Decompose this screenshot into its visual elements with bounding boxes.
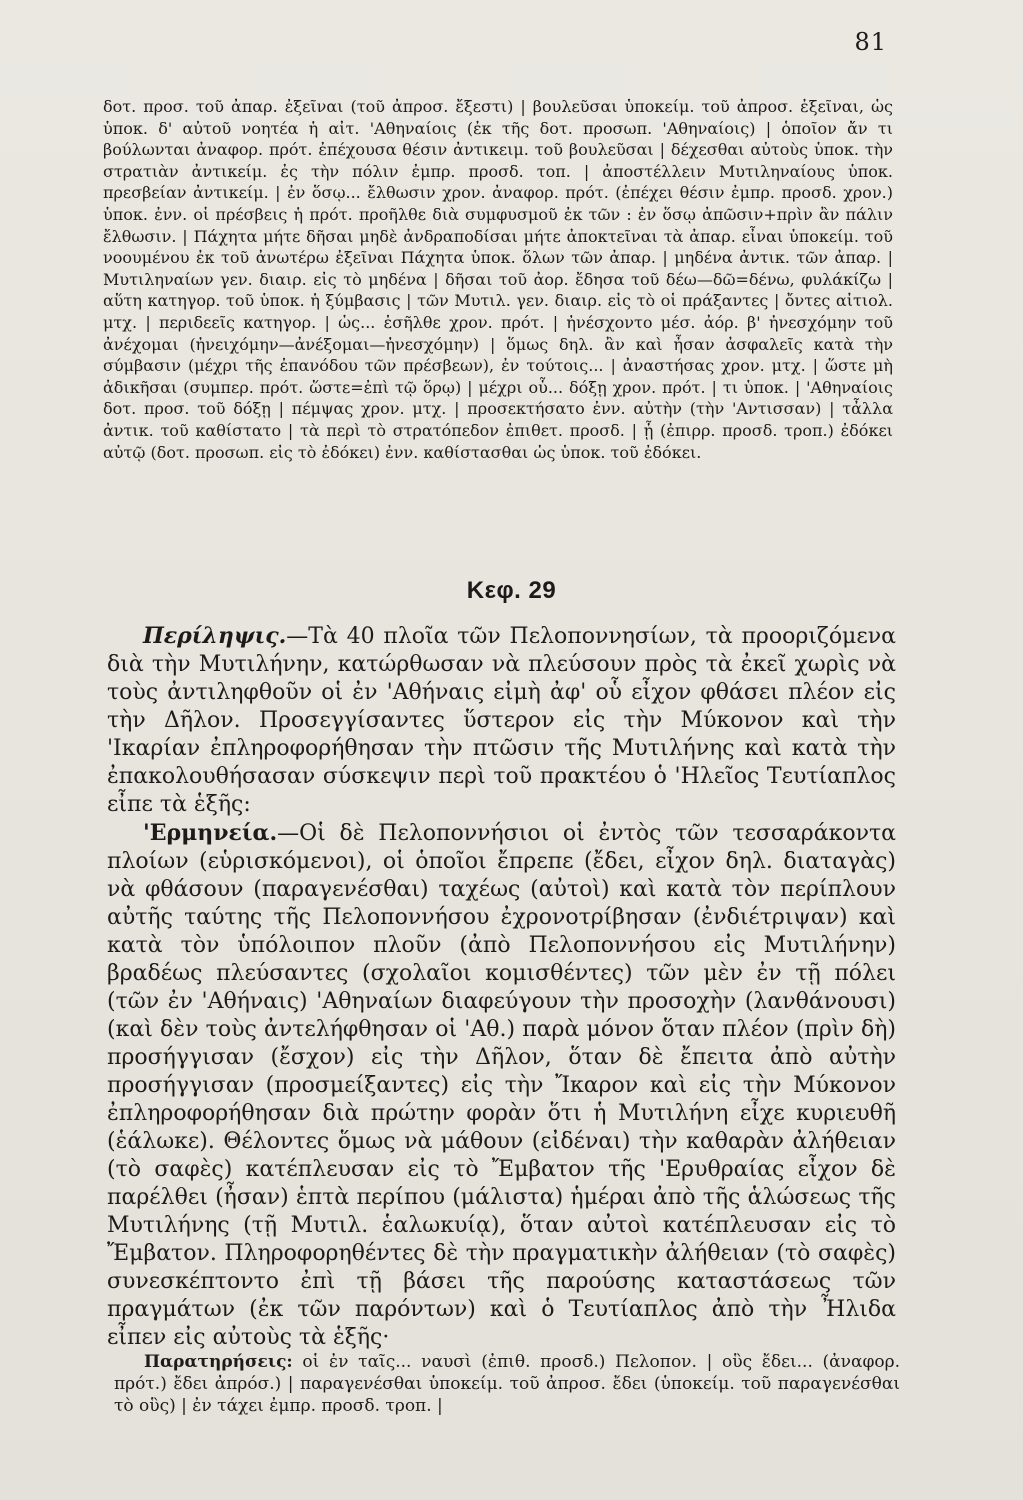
remarks-text: οἱ ἐν ταῖς... ναυσὶ (ἐπιθ. προσδ.) Πελοπον. | οὓς ἔδει... (ἀναφορ. πρότ.) ἔδει ἀπρόσ.) | παραγενέσθαι ὑποκείμ. τοῦ ἀπροσ. ἔδει (ὑποκείμ. τοῦ παραγενέσθαι τὸ οὓς) | ἐν τάχει ἐμπρ. προσδ. τροπ. | bbox=[114, 1352, 901, 1416]
remarks-paragraph bbox=[114, 1351, 900, 1417]
summary-heading: Περίληψις. bbox=[143, 623, 287, 649]
remarks-heading: Παρατηρήσεις: bbox=[144, 1352, 293, 1372]
translation-heading: 'Ερμηνεία. bbox=[143, 820, 278, 846]
grammar-notes-text: δοτ. προσ. τοῦ ἀπαρ. ἐξεῖναι (τοῦ ἀπροσ. ἔξεστι) | βουλεῦσαι ὑποκείμ. τοῦ ἀπροσ. ἐξεῖναι, ὡς ὑποκ. δ' αὐτοῦ νοητέα ἡ αἰτ. 'Αθηναίοις (ἐκ τῆς δοτ. προσωπ. 'Αθηναίοις) | ὁποῖον ἄν τι βούλωνται ἀναφορ. πρότ. ἐπέχουσα θέσιν ἀντικειμ. τοῦ βουλεῦσαι | δέχεσθαι αὐτοὺς ὑποκ. τὴν στρατιὰν ἀντικείμ. ἐς τὴν πόλιν ἐμπρ. προσδ. τοπ. | ἀποστέλλειν Μυτιληναίους ὑποκ. πρεσβείαν ἀντικείμ. | ἐν ὅσῳ... ἔλθωσιν χρον. ἀναφορ. πρότ. (ἐπέχει θέσιν ἐμπρ. προσδ. χρον.) ὑποκ. ἐνν. οἱ πρέσβεις ἡ πρότ. προῆλθε διὰ συμφυσμοῦ ἐκ τῶν : ἐν ὅσῳ ἀπῶσιν+πρὶν ἂν πάλιν ἔλθωσιν. | Πάχητα μήτε δῆσαι μηδὲ ἀνδραποδίσαι μήτε ἀποκτεῖναι τὰ ἀπαρ. εἶναι ὑποκείμ. τοῦ νοουμένου ἐκ τοῦ ἀνωτέρω ἐξεῖναι Πάχητα ὑποκ. ὅλων τῶν ἀπαρ. | μηδένα ἀντικ. τῶν ἀπαρ. | Μυτιληναίων γεν. διαιρ. εἰς τὸ μηδένα | δῆσαι τοῦ ἀορ. ἔδησα τοῦ δέω—δῶ=δένω, φυλάκίζω | αὕτη κατηγορ. τοῦ ὑποκ. ἡ ξύμβασις | τῶν Μυτιλ. γεν. διαιρ. εἰς τὸ οἱ πράξαντες | ὄντες αἰτιολ. μτχ. | περιδεεῖς κατηγορ. | ὡς... ἐσῆλθε χρον. πρότ. | ἠνέσχοντο μέσ. ἀόρ. β' ἠνεσχόμην τοῦ ἀνέχομαι (ἠνειχόμην—ἀνέξομαι—ἠνεσχόμην) | ὅμως δηλ. ἂν καὶ ἦσαν ἀσφαλεῖς κατὰ τὴν σύμβασιν (μέχρι τῆς ἐπανόδου τῶν πρέσβεων), ἐν τούτοις... | ἀναστήσας χρον. μτχ. | ὥστε μὴ ἀδικῆσαι (συμπερ. πρότ. ὥστε=ἐπὶ τῷ ὅρῳ) | μέχρι οὗ... δόξῃ χρον. πρότ. | τι ὑποκ. | 'Αθηναίοις δοτ. προσ. τοῦ δόξῃ | πέμψας χρον. μτχ. | προσεκτήσατο ἐνν. αὐτὴν (τὴν 'Αντισσαν) | τἆλλα ἀντικ. τοῦ καθίστατο | τὰ περὶ τὸ στρατόπεδον ἐπιθετ. προσδ. | ᾗ (ἐπιρρ. προσδ. τροπ.) ἐδόκει αὐτῷ (δοτ. προσωπ. εἰς τὸ ἐδόκει) ἐνν. καθίστασθαι ὡς ὑποκ. τοῦ ἐδόκει. bbox=[103, 97, 893, 462]
chapter-title: Κεφ. 29 bbox=[466, 577, 557, 604]
page-number: 81 bbox=[854, 28, 887, 56]
main-text bbox=[107, 622, 896, 1352]
summary-paragraph bbox=[107, 622, 896, 819]
translation-paragraph bbox=[107, 819, 896, 1352]
summary-text: —Τὰ 40 πλοῖα τῶν Πελοποννησίων, τὰ προοριζόμενα διὰ τὴν Μυτιλήνην, κατώρθωσαν νὰ πλεύσουν πρὸς τὰ ἐκεῖ χωρὶς νὰ τοὺς ἀντιληφθοῦν οἱ ἐν 'Αθήναις εἰμὴ ἀφ' οὗ εἶχον φθάσει πλέον εἰς τὴν Δῆλον. Προσεγγίσαντες ὕστερον εἰς τὴν Μύκονον καὶ τὴν 'Ικαρίαν ἐπληροφορήθησαν τὴν πτῶσιν τῆς Μυτιλήνης καὶ κατὰ τὴν ἐπακολουθήσασαν σύσκεψιν περὶ τοῦ πρακτέου ὁ 'Ηλεῖος Τευτίαπλος εἶπε τὰ ἑξῆς: bbox=[107, 624, 896, 817]
grammar-notes bbox=[103, 96, 893, 463]
translation-text: —Οἱ δὲ Πελοποννήσιοι οἱ ἐντὸς τῶν τεσσαράκοντα πλοίων (εὑρισκόμενοι), οἱ ὁποῖοι ἔπρεπε (ἔδει, εἶχον δηλ. διαταγὰς) νὰ φθάσουν (παραγενέσθαι) ταχέως (αὐτοὶ) καὶ κατὰ τὸν περίπλουν αὐτῆς ταύτης τῆς Πελοποννήσου ἐχρονοτρίβησαν (ἐνδιέτριψαν) καὶ κατὰ τὸν ὑπόλοιπον πλοῦν (ἀπὸ Πελοποννήσου εἰς Μυτιλήνην) βραδέως πλεύσαντες (σχολαῖοι κομισθέντες) τῶν μὲν ἐν τῇ πόλει (τῶν ἐν 'Αθήναις) 'Αθηναίων διαφεύγουν τὴν προσοχὴν (λανθάνουσι) (καὶ δὲν τοὺς ἀντελήφθησαν οἱ 'Αθ.) παρὰ μόνον ὅταν πλέον (πρὶν δὴ) προσήγγισαν (ἔσχον) εἰς τὴν Δῆλον, ὅταν δὲ ἔπειτα ἀπὸ αὐτὴν προσήγγισαν (προσμείξαντες) εἰς τὴν Ἴκαρον καὶ εἰς τὴν Μύκονον ἐπληροφορήθησαν διὰ πρώτην φορὰν ὅτι ἡ Μυτιλήνη εἶχε κυριευθῆ (ἑάλωκε). Θέλοντες ὅμως νὰ μάθουν (εἰδέναι) τὴν καθαρὰν ἀλήθειαν (τὸ σαφὲς) κατέπλευσαν εἰς τὸ Ἔμβατον τῆς 'Ερυθραίας εἶχον δὲ παρέλθει (ἦσαν) ἑπτὰ περίπου (μάλιστα) ἡμέραι ἀπὸ τῆς ἁλώσεως τῆς Μυτιλήνης (τῇ Μυτιλ. ἑαλωκυίᾳ), ὅταν αὐτοὶ κατέπλευσαν εἰς τὸ Ἔμβατον. Πληροφορηθέντες δὲ τὴν πραγματικὴν ἀλήθειαν (τὸ σαφὲς) συνεσκέπτοντο ἐπὶ τῇ βάσει τῆς παρούσης καταστάσεως τῶν πραγμάτων (ἐκ τῶν παρόντων) καὶ ὁ Τευτίαπλος ἀπὸ τὴν Ἦλιδα εἶπεν εἰς αὐτοὺς τὰ ἑξῆς· bbox=[107, 821, 896, 1350]
remarks-section bbox=[114, 1351, 900, 1417]
